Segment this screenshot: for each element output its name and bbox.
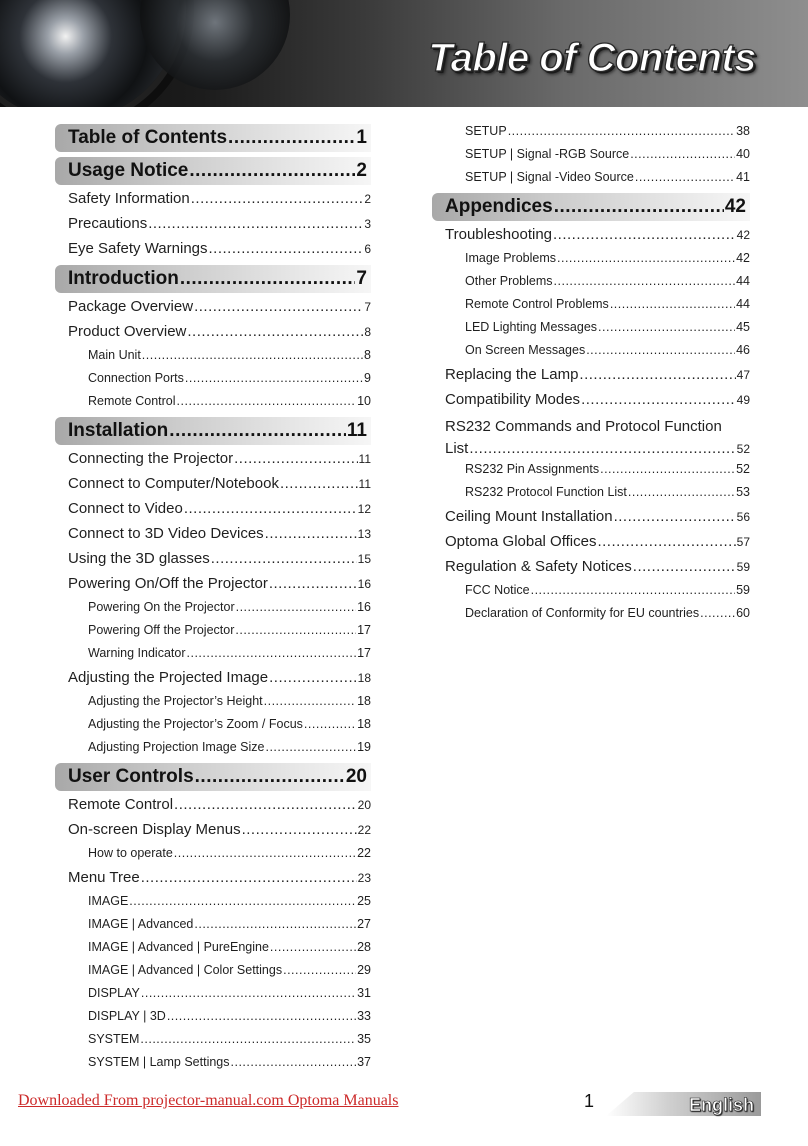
leader-dots — [167, 1009, 356, 1023]
toc-entry-page: 27 — [357, 917, 371, 931]
toc-entry-rs232-pin-assignments[interactable] — [432, 462, 750, 485]
leader-dots — [265, 740, 356, 754]
toc-entry-label: Adjusting Projection Image Size — [88, 740, 265, 754]
toc-entry-page: 20 — [357, 798, 371, 812]
leader-dots — [174, 846, 356, 860]
toc-entry-page: 60 — [736, 606, 750, 620]
toc-entry-page: 7 — [356, 268, 367, 289]
toc-entry-product-overview[interactable] — [55, 323, 371, 348]
leader-dots — [554, 274, 736, 288]
toc-entry-adjusting-the-projected-image[interactable] — [55, 669, 371, 694]
leader-dots — [283, 963, 356, 977]
toc-entry-page: 9 — [364, 371, 371, 385]
toc-column-left — [55, 124, 371, 1078]
toc-entry-label: RS232 Pin Assignments — [465, 462, 600, 476]
toc-entry-warning-indicator[interactable] — [55, 646, 371, 669]
toc-entry-label: Menu Tree — [68, 869, 140, 886]
toc-entry-label: DISPLAY | 3D — [88, 1009, 166, 1023]
toc-entry-remote-control[interactable] — [55, 796, 371, 821]
leader-dots — [191, 190, 364, 207]
leader-dots — [600, 462, 735, 476]
toc-entry-page: 29 — [357, 963, 371, 977]
toc-entry-page: 49 — [736, 393, 750, 407]
toc-entry-fcc-notice[interactable] — [432, 583, 750, 606]
toc-entry-page: 31 — [357, 986, 371, 1000]
toc-entry-powering-on-the-projector[interactable] — [55, 600, 371, 623]
toc-entry-ceiling-mount-installation[interactable] — [432, 508, 750, 533]
toc-entry-page: 25 — [357, 894, 371, 908]
toc-entry-system[interactable] — [55, 1032, 371, 1055]
toc-entry-page: 16 — [357, 600, 371, 614]
toc-entry-page: 7 — [364, 300, 371, 314]
toc-section-appendices[interactable] — [432, 193, 750, 221]
toc-entry-label: Precautions — [68, 215, 148, 232]
toc-entry-label: On Screen Messages — [465, 343, 586, 357]
leader-dots — [169, 420, 346, 442]
leader-dots — [469, 438, 735, 460]
projector-lens-image-secondary — [140, 0, 290, 90]
toc-entry-page: 11 — [358, 452, 371, 466]
toc-entry-display-3d[interactable] — [55, 1009, 371, 1032]
leader-dots — [586, 343, 735, 357]
leader-dots — [264, 694, 356, 708]
toc-entry-label: Connect to Video — [68, 500, 183, 517]
leader-dots — [270, 940, 356, 954]
toc-entry-label: Safety Information — [68, 190, 190, 207]
toc-entry-label: Image Problems — [465, 251, 557, 265]
language-label: English — [688, 1095, 754, 1115]
toc-entry-label: RS232 Protocol Function List — [465, 485, 627, 499]
toc-entry-label: Remote Control — [88, 394, 176, 408]
toc-entry-label: IMAGE | Advanced | PureEngine — [88, 940, 269, 954]
toc-entry-replacing-the-lamp[interactable] — [432, 366, 750, 391]
leader-dots — [236, 600, 356, 614]
toc-entry-adjusting-projection-image-size[interactable] — [55, 740, 371, 763]
toc-entry-label: SETUP | Signal -RGB Source — [465, 147, 630, 161]
toc-entry-label: User Controls — [68, 766, 194, 787]
leader-dots — [531, 583, 736, 597]
toc-entry-page: 2 — [364, 192, 371, 206]
toc-entry-rs232-commands-and-protocol-function[interactable] — [432, 416, 750, 462]
toc-entry-label: Using the 3D glasses — [68, 550, 210, 567]
leader-dots — [242, 821, 357, 838]
leader-dots — [598, 320, 735, 334]
toc-entry-connect-to-computer-notebook[interactable] — [55, 475, 371, 500]
leader-dots — [280, 475, 358, 492]
toc-entry-page: 8 — [364, 325, 371, 339]
leader-dots — [141, 869, 357, 886]
toc-entry-eye-safety-warnings[interactable] — [55, 240, 371, 265]
toc-entry-page: 13 — [357, 527, 371, 541]
toc-entry-page: 2 — [356, 160, 367, 181]
toc-entry-connect-to-3d-video-devices[interactable] — [55, 525, 371, 550]
toc-entry-page: 16 — [357, 577, 371, 591]
toc-entry-label: Optoma Global Offices — [445, 533, 597, 550]
toc-section-installation[interactable] — [55, 417, 371, 445]
toc-entry-on-screen-messages[interactable] — [432, 343, 750, 366]
toc-entry-page: 22 — [357, 823, 371, 837]
toc-entry-page: 17 — [357, 623, 371, 637]
toc-entry-page: 35 — [357, 1032, 371, 1046]
toc-entry-page: 23 — [357, 871, 371, 885]
toc-entry-page: 42 — [736, 251, 750, 265]
toc-entry-page: 10 — [357, 394, 371, 408]
toc-entry-page: 53 — [736, 485, 750, 499]
toc-entry-page: 56 — [736, 510, 750, 524]
toc-entry-page: 1 — [356, 127, 367, 148]
toc-entry-page: 17 — [357, 646, 371, 660]
toc-entry-label: SYSTEM | Lamp Settings — [88, 1055, 230, 1069]
toc-entry-page: 59 — [736, 583, 750, 597]
toc-entry-label: SETUP — [465, 124, 507, 138]
leader-dots — [557, 251, 735, 265]
toc-entry-declaration-of-conformity-for-eu-countries[interactable] — [432, 606, 750, 629]
toc-entry-label: IMAGE | Advanced — [88, 917, 194, 931]
toc-entry-powering-off-the-projector[interactable] — [55, 623, 371, 646]
toc-entry-label: Package Overview — [68, 298, 194, 315]
toc-entry-label: How to operate — [88, 846, 173, 860]
toc-section-usage-notice[interactable] — [55, 157, 371, 185]
leader-dots — [148, 215, 363, 232]
leader-dots — [231, 1055, 357, 1069]
toc-entry-page: 18 — [357, 717, 371, 731]
toc-entry-connect-to-video[interactable] — [55, 500, 371, 525]
toc-entry-label-continued: List — [445, 440, 469, 457]
toc-entry-page: 57 — [736, 535, 750, 549]
toc-entry-label: Connect to 3D Video Devices — [68, 525, 264, 542]
toc-entry-label: IMAGE — [88, 894, 129, 908]
toc-entry-page: 3 — [364, 217, 371, 231]
toc-entry-label: Connection Ports — [88, 371, 184, 385]
leader-dots — [174, 796, 357, 813]
toc-entry-page: 12 — [357, 502, 371, 516]
toc-entry-page: 11 — [346, 420, 367, 441]
page-number: 1 — [584, 1091, 595, 1111]
toc-entry-page: 44 — [736, 297, 750, 311]
toc-entry-label: Adjusting the Projector’s Zoom / Focus — [88, 717, 303, 731]
toc-entry-optoma-global-offices[interactable] — [432, 533, 750, 558]
toc-entry-page: 45 — [736, 320, 750, 334]
toc-entry-label: Compatibility Modes — [445, 391, 581, 408]
toc-entry-label: Declaration of Conformity for EU countries — [465, 606, 700, 620]
toc-entry-label: RS232 Commands and Protocol Function — [445, 418, 722, 435]
leader-dots — [610, 297, 735, 311]
toc-entry-troubleshooting[interactable] — [432, 226, 750, 251]
toc-entry-page: 38 — [736, 124, 750, 138]
toc-entry-remote-control[interactable] — [55, 394, 371, 417]
leader-dots — [228, 127, 355, 149]
toc-entry-label: Remote Control — [68, 796, 174, 813]
toc-entry-page: 47 — [736, 368, 750, 382]
toc-entry-label: Adjusting the Projector’s Height — [88, 694, 263, 708]
toc-entry-label: Usage Notice — [68, 160, 189, 181]
toc-entry-label: Connecting the Projector — [68, 450, 234, 467]
toc-entry-connecting-the-projector[interactable] — [55, 450, 371, 475]
toc-entry-safety-information[interactable] — [55, 190, 371, 215]
toc-entry-how-to-operate[interactable] — [55, 846, 371, 869]
toc-entry-main-unit[interactable] — [55, 348, 371, 371]
leader-dots — [194, 917, 356, 931]
toc-entry-adjusting-the-projector-s-zoom-focus[interactable] — [55, 717, 371, 740]
toc-entry-page: 18 — [357, 694, 371, 708]
toc-entry-page: 8 — [364, 348, 371, 362]
toc-entry-label: DISPLAY — [88, 986, 140, 1000]
toc-entry-label: Table of Contents — [68, 127, 228, 148]
toc-entry-led-lighting-messages[interactable] — [432, 320, 750, 343]
leader-dots — [269, 669, 357, 686]
download-source-link[interactable]: Downloaded From projector-manual.com Optoma Manuals — [18, 1092, 399, 1109]
toc-entry-label: Other Problems — [465, 274, 553, 288]
toc-entry-display[interactable] — [55, 986, 371, 1009]
toc-entry-image-advanced-pureengine[interactable] — [55, 940, 371, 963]
toc-entry-other-problems[interactable] — [432, 274, 750, 297]
toc-entry-label: SYSTEM — [88, 1032, 140, 1046]
toc-entry-adjusting-the-projector-s-height[interactable] — [55, 694, 371, 717]
toc-entry-precautions[interactable] — [55, 215, 371, 240]
leader-dots — [195, 766, 345, 788]
toc-entry-label: Powering On/Off the Projector — [68, 575, 268, 592]
toc-entry-page: 52 — [736, 462, 750, 476]
toc-entry-image-problems[interactable] — [432, 251, 750, 274]
toc-entry-regulation-safety-notices[interactable] — [432, 558, 750, 583]
toc-entry-label: Eye Safety Warnings — [68, 240, 208, 257]
toc-entry-page: 42 — [736, 228, 750, 242]
toc-entry-label: LED Lighting Messages — [465, 320, 598, 334]
toc-entry-page: 44 — [736, 274, 750, 288]
leader-dots — [185, 371, 363, 385]
toc-entry-label: Ceiling Mount Installation — [445, 508, 613, 525]
leader-dots — [635, 170, 735, 184]
toc-entry-page: 20 — [345, 766, 367, 787]
leader-dots — [628, 485, 735, 499]
toc-entry-powering-on-off-the-projector[interactable] — [55, 575, 371, 600]
leader-dots — [633, 558, 736, 575]
toc-entry-using-the-3d-glasses[interactable] — [55, 550, 371, 575]
toc-entry-image-advanced-color-settings[interactable] — [55, 963, 371, 986]
toc-entry-label: FCC Notice — [465, 583, 530, 597]
toc-entry-label: SETUP | Signal -Video Source — [465, 170, 634, 184]
leader-dots — [177, 394, 357, 408]
toc-entry-on-screen-display-menus[interactable] — [55, 821, 371, 846]
leader-dots — [194, 298, 363, 315]
leader-dots — [554, 196, 724, 218]
toc-entry-page: 33 — [357, 1009, 371, 1023]
leader-dots — [184, 500, 357, 517]
toc-entry-image-advanced[interactable] — [55, 917, 371, 940]
leader-dots — [508, 124, 735, 138]
toc-entry-label: Warning Indicator — [88, 646, 186, 660]
page-title: Table of Contents — [428, 36, 756, 80]
toc-entry-page: 46 — [736, 343, 750, 357]
leader-dots — [234, 450, 357, 467]
toc-entry-connection-ports[interactable] — [55, 371, 371, 394]
toc-entry-label: Replacing the Lamp — [445, 366, 579, 383]
toc-entry-page: 11 — [358, 477, 371, 491]
toc-entry-page: 52 — [736, 442, 750, 456]
toc-entry-label: On-screen Display Menus — [68, 821, 241, 838]
toc-entry-label: Installation — [68, 420, 169, 441]
toc-entry-menu-tree[interactable] — [55, 869, 371, 894]
leader-dots — [211, 550, 357, 567]
leader-dots — [129, 894, 356, 908]
leader-dots — [269, 575, 357, 592]
leader-dots — [304, 717, 356, 731]
leader-dots — [141, 986, 356, 1000]
toc-entry-package-overview[interactable] — [55, 298, 371, 323]
toc-entry-image[interactable] — [55, 894, 371, 917]
toc-entry-label: Troubleshooting — [445, 226, 553, 243]
toc-section-user-controls[interactable] — [55, 763, 371, 791]
leader-dots — [579, 366, 735, 383]
leader-dots — [700, 606, 735, 620]
toc-entry-label: Regulation & Safety Notices — [445, 558, 632, 575]
toc-entry-page: 40 — [736, 147, 750, 161]
toc-entry-page: 15 — [357, 552, 371, 566]
toc-entry-setup-signal-video-source[interactable] — [432, 170, 750, 193]
toc-entry-label: Powering Off the Projector — [88, 623, 235, 637]
leader-dots — [614, 508, 736, 525]
toc-entry-page: 28 — [357, 940, 371, 954]
toc-entry-rs232-protocol-function-list[interactable] — [432, 485, 750, 508]
leader-dots — [180, 268, 356, 290]
toc-entry-label: Remote Control Problems — [465, 297, 609, 311]
toc-entry-label: Product Overview — [68, 323, 187, 340]
leader-dots — [187, 646, 357, 660]
toc-entry-page: 6 — [364, 242, 371, 256]
leader-dots — [140, 1032, 356, 1046]
toc-entry-page: 42 — [724, 196, 746, 217]
leader-dots — [142, 348, 363, 362]
toc-entry-label: Connect to Computer/Notebook — [68, 475, 279, 492]
toc-entry-label: IMAGE | Advanced | Color Settings — [88, 963, 283, 977]
leader-dots — [189, 160, 355, 182]
toc-entry-page: 19 — [357, 740, 371, 754]
toc-entry-setup-signal-rgb-source[interactable] — [432, 147, 750, 170]
toc-entry-system-lamp-settings[interactable] — [55, 1055, 371, 1078]
toc-entry-label: Main Unit — [88, 348, 141, 362]
leader-dots — [581, 391, 736, 408]
toc-section-table-of-contents[interactable] — [55, 124, 371, 152]
toc-column-right — [432, 124, 750, 629]
leader-dots — [630, 147, 735, 161]
toc-entry-remote-control-problems[interactable] — [432, 297, 750, 320]
leader-dots — [597, 533, 735, 550]
toc-entry-compatibility-modes[interactable] — [432, 391, 750, 416]
toc-entry-label: Powering On the Projector — [88, 600, 235, 614]
toc-entry-page: 18 — [357, 671, 371, 685]
toc-entry-setup[interactable] — [432, 124, 750, 147]
page-header — [0, 0, 808, 107]
toc-entry-page: 37 — [357, 1055, 371, 1069]
toc-entry-label: Appendices — [445, 196, 553, 217]
leader-dots — [187, 323, 363, 340]
leader-dots — [265, 525, 357, 542]
leader-dots — [235, 623, 356, 637]
toc-entry-label: Adjusting the Projected Image — [68, 669, 269, 686]
toc-entry-page: 41 — [736, 170, 750, 184]
toc-entry-page: 59 — [736, 560, 750, 574]
toc-entry-label: Introduction — [68, 268, 179, 289]
leader-dots — [553, 226, 736, 243]
toc-entry-page: 22 — [357, 846, 371, 860]
toc-section-introduction[interactable] — [55, 265, 371, 293]
leader-dots — [209, 240, 364, 257]
